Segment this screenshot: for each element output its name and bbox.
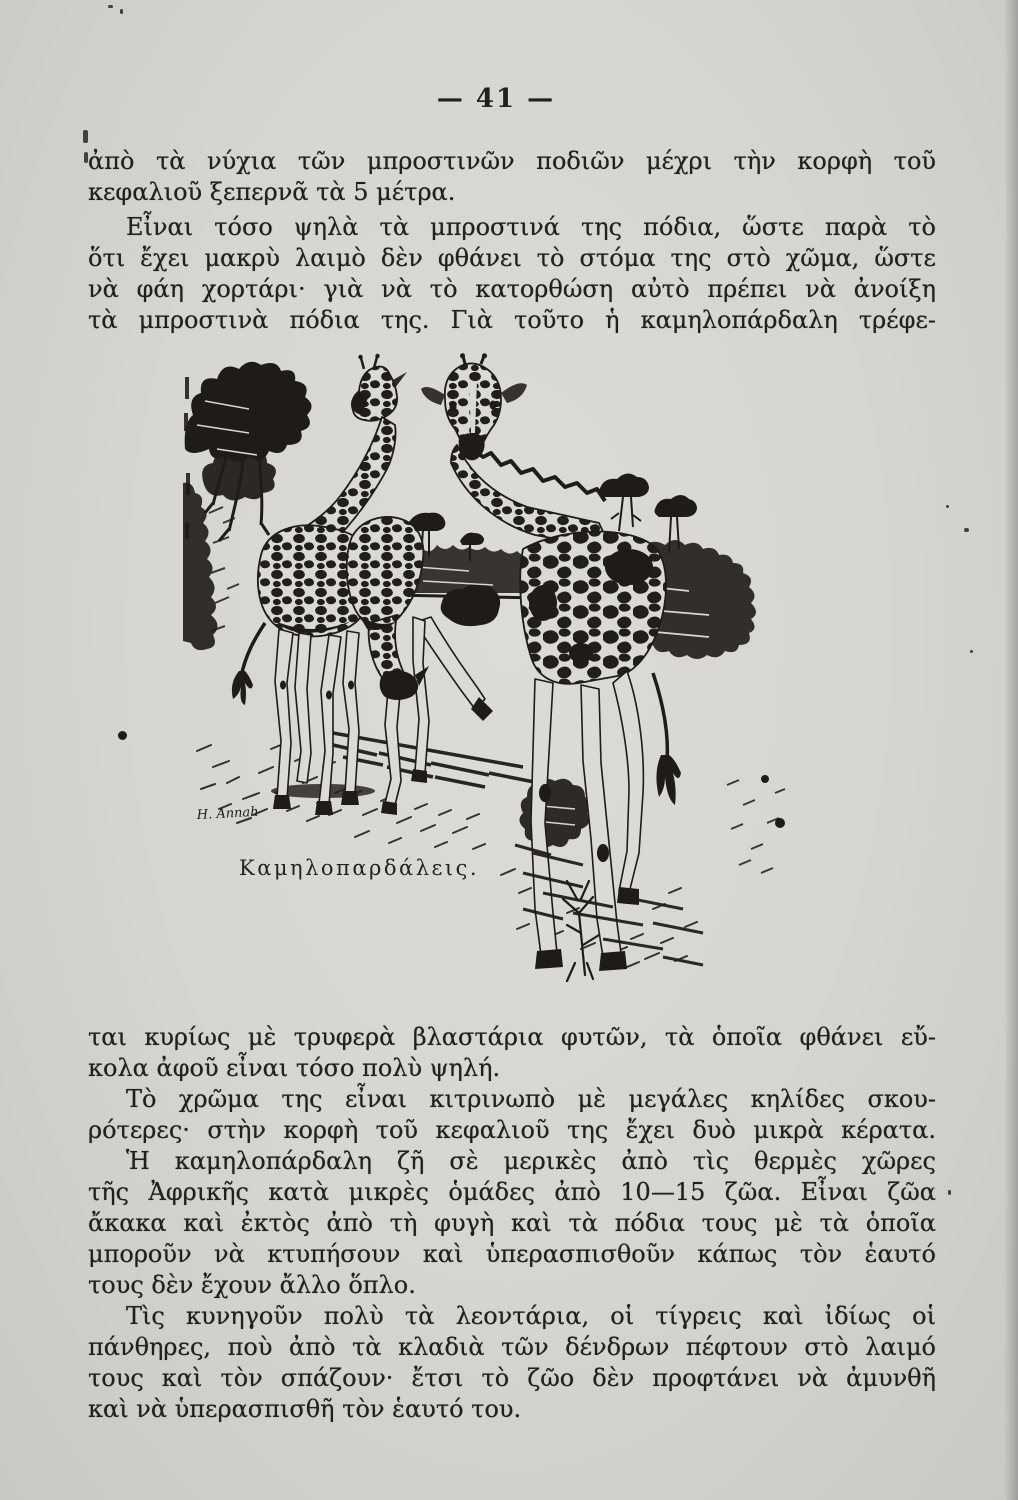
text-line: Τὶς κυνηγοῦν πολὺ τὰ λεοντάρια, οἱ τίγρεις καὶ ἰδίως οἱ — [126, 1302, 936, 1330]
giraffes-illustration — [183, 353, 793, 985]
text-block-bottom — [88, 1022, 936, 1425]
scan-speck — [970, 650, 973, 653]
scan-speck — [83, 130, 88, 143]
text-block-top — [88, 146, 936, 336]
text-line: τὰ μπροστινὰ πόδια της. Γιὰ τοῦτο ἡ καμηλοπάρδαλη τρέφε- — [88, 306, 936, 334]
text-line: ἀπὸ τὰ νύχια τῶν μπροστινῶν ποδιῶν μέχρι τὴν κορφὴ τοῦ — [88, 147, 936, 175]
scan-speck — [948, 1190, 951, 1195]
artist-signature: H. Annah — [196, 804, 259, 823]
scan-speck — [108, 5, 113, 8]
text-line: Τὸ χρῶμα της εἶναι κιτρινωπὸ μὲ μεγάλες κηλίδες σκου- — [126, 1085, 936, 1113]
scan-speck — [84, 152, 88, 163]
text-line: κολα ἀφοῦ εἶναι τόσο πολὺ ψηλή. — [88, 1054, 501, 1082]
text-line: ρότερες· στὴν κορφὴ τοῦ κεφαλιοῦ της ἔχει δυὸ μικρὰ κέρατα. — [88, 1116, 936, 1144]
ink-dot — [118, 731, 127, 740]
text-line: ἄκακα καὶ ἐκτὸς ἀπὸ τὴ φυγὴ καὶ τὰ πόδια τους μὲ τὰ ὁποῖα — [88, 1209, 936, 1237]
text-line: Ἡ καμηλοπάρδαλη ζῆ σὲ μερικὲς ἀπὸ τὶς θερμὲς χῶρες — [126, 1147, 936, 1175]
text-line: ὅτι ἔχει μακρὺ λαιμὸ δὲν φθάνει τὸ στόμα της στὸ χῶμα, ὥστε — [88, 244, 936, 272]
figure-caption: Καμηλοπαρδάλεις. — [239, 856, 480, 880]
text-line: τους δὲν ἔχουν ἄλλο ὅπλο. — [88, 1271, 416, 1299]
ground-shadow — [333, 733, 539, 787]
text-line: τους καὶ τὸν σπάζουν· ἔτσι τὸ ζῶο δὲν προφτάνει νὰ ἀμυνθῆ — [88, 1364, 936, 1392]
giraffes-figure — [183, 353, 793, 985]
text-line: τῆς Ἀφρικῆς κατὰ μικρὲς ὁμάδες ἀπὸ 10—15 ζῶα. Εἶναι ζῶα — [88, 1178, 936, 1206]
text-line: καὶ νὰ ὑπερασπισθῆ τὸν ἑαυτό του. — [88, 1395, 522, 1423]
bottom-plant — [563, 881, 599, 981]
text-line: ται κυρίως μὲ τρυφερὰ βλαστάρια φυτῶν, τὰ ὁποῖα φθάνει εὔ- — [88, 1023, 936, 1051]
text-line: νὰ φάη χορτάρι· γιὰ νὰ τὸ κατορθώση αὐτὸ πρέπει νὰ ἀνοίξη — [88, 275, 936, 303]
scan-speck — [964, 528, 969, 532]
shrub-dark — [519, 779, 590, 848]
text-line: Εἶναι τόσο ψηλὰ τὰ μπροστινά της πόδια, ὥστε παρὰ τὸ — [126, 213, 936, 241]
scan-speck — [946, 505, 949, 508]
text-line: μποροῦν νὰ κτυπήσουν καὶ ὑπερασπισθοῦν κάπως τὸν ἑαυτό — [88, 1240, 936, 1268]
page-edge-shading — [1004, 0, 1018, 1500]
page-number: — 41 — — [436, 84, 556, 114]
scan-speck — [120, 9, 123, 14]
text-line: κεφαλιοῦ ξεπερνᾶ τὰ 5 μέτρα. — [88, 178, 456, 206]
text-line: πάνθηρες, ποὺ ἀπὸ τὰ κλαδιὰ τῶν δένδρων πέφτουν στὸ λαιμό — [88, 1333, 936, 1361]
